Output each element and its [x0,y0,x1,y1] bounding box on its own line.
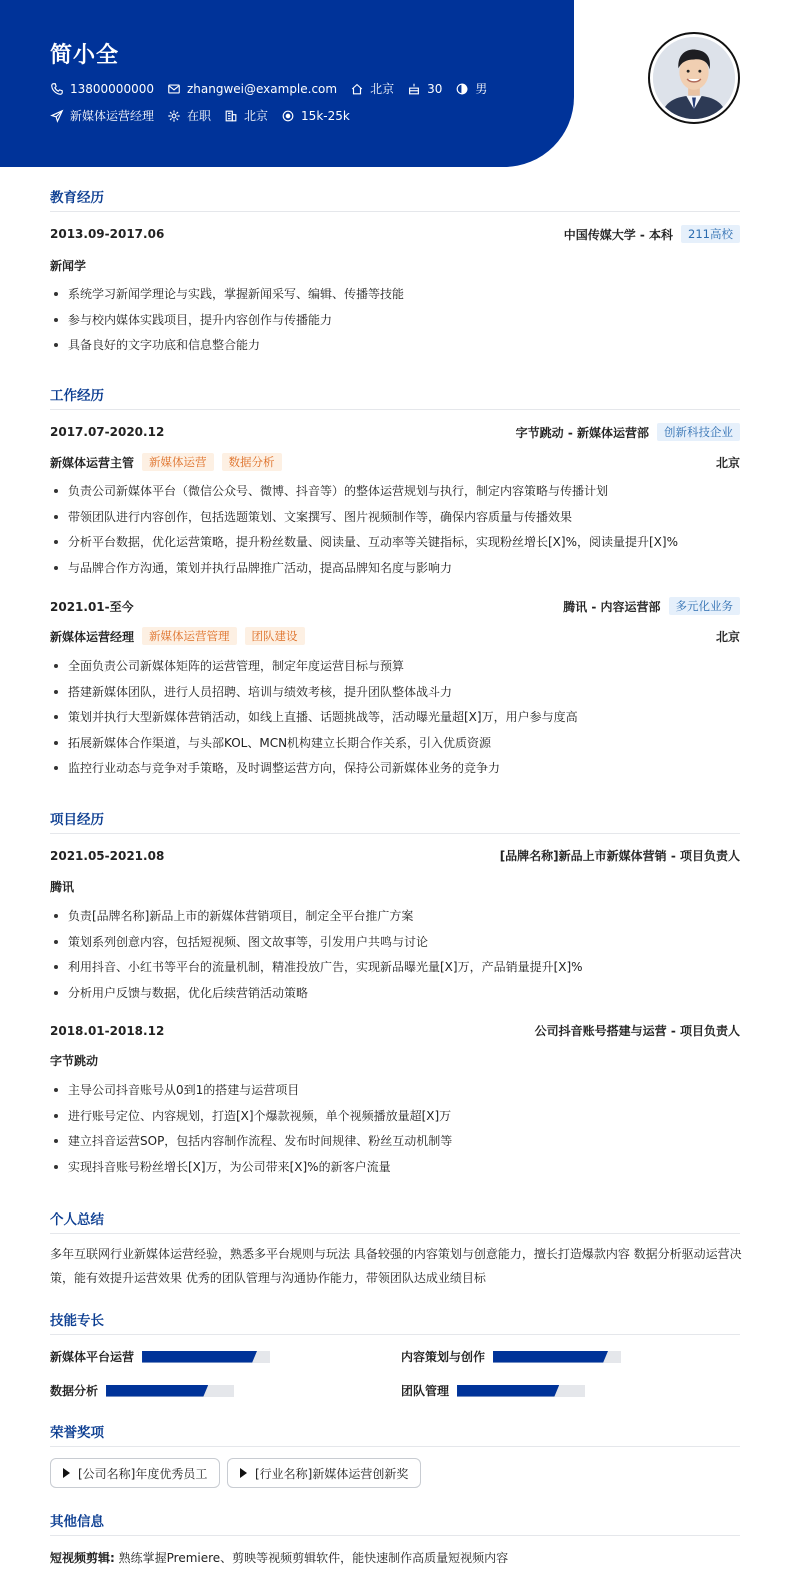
skill-bar [493,1351,621,1363]
list-item: 主导公司抖音账号从0到1的搭建与运营项目 [50,1081,740,1107]
list-item: 拓展新媒体合作渠道，与头部KOL、MCN机构建立长期合作关系，引入优质资源 [50,734,740,760]
work-title: 工作经历 [50,384,740,410]
skill-item [50,1348,270,1365]
education-period: 2013.09-2017.06 [50,227,165,241]
job-bullets [50,482,740,584]
list-item: 负责[品牌名称]新品上市的新媒体营销项目，制定全平台推广方案 [50,907,740,933]
list-item: 系统学习新闻学理论与实践，掌握新闻采写、编辑、传播等技能 [50,285,740,311]
list-item: 建立抖音运营SOP，包括内容制作流程、发布时间规律、粉丝互动机制等 [50,1132,740,1158]
skill-bar [142,1351,270,1363]
skill-bar-fill [142,1351,257,1363]
role-tag: 团队建设 [245,627,305,645]
settings-icon [167,109,181,123]
skills-section [50,1309,740,1335]
job-header [50,597,740,615]
skill-item [401,1382,585,1399]
gender-value: 男 [475,82,488,96]
job-header [50,423,740,441]
salary-icon [281,109,295,123]
candidate-name: 简小全 [50,43,120,68]
list-item: 具备良好的文字功底和信息整合能力 [50,336,740,362]
phone-icon [50,82,64,96]
project-period: 2018.01-2018.12 [50,1023,165,1038]
header-banner [0,0,574,167]
position-value: 新媒体运营经理 [70,109,155,123]
education-section [50,186,740,212]
role-tag: 新媒体运营 [142,453,214,471]
job-role: 新媒体运营经理 [50,629,135,644]
contact-row [50,80,500,97]
award-chip [227,1458,421,1488]
role-tag: 数据分析 [222,453,282,471]
phone-value: 13800000000 [70,81,154,96]
job-company: 字节跳动 - 新媒体运营部 [515,425,649,440]
play-icon [240,1468,247,1478]
award-chip [50,1458,220,1488]
education-header [50,225,740,243]
gender-item [455,80,487,97]
status-value: 在职 [187,109,212,123]
list-item: 带领团队进行内容创作，包括选题策划、文案撰写、图片视频制作等，确保内容质量与传播效果 [50,508,740,534]
avatar-frame [648,32,740,124]
skill-bar [457,1385,585,1397]
list-item: 负责公司新媒体平台（微信公众号、微博、抖音等）的整体运营规划与执行，制定内容策略与传播计划 [50,482,740,508]
skill-bar-fill [493,1351,608,1363]
home-value: 北京 [370,82,395,96]
education-school: 中国传媒大学 - 本科 [563,227,674,242]
play-icon [63,1468,70,1478]
position-item [50,107,154,124]
email-item [167,82,337,96]
age-item [407,82,442,96]
list-item: 监控行业动态与竞争对手策略，及时调整运营方向，保持公司新媒体业务的竞争力 [50,759,740,785]
skill-name: 团队管理 [401,1384,450,1398]
skill-item [50,1382,234,1399]
project-org: 字节跳动 [50,1054,99,1068]
other-section [50,1510,740,1536]
project-name: [品牌名称]新品上市新媒体营销 - 项目负责人 [499,849,740,863]
summary-section [50,1208,740,1234]
job-role: 新媒体运营主管 [50,455,135,470]
salary-value: 15k-25k [301,108,350,123]
project-bullets [50,907,740,1009]
mail-icon [167,82,181,96]
skill-bar-fill [457,1385,559,1397]
education-title: 教育经历 [50,186,740,212]
list-item: 参与校内媒体实践项目，提升内容创作与传播能力 [50,311,740,337]
home-item [350,80,394,97]
building-icon [224,109,238,123]
list-item: 分析用户反馈与数据，优化后续营销活动策略 [50,984,740,1010]
other-title: 其他信息 [50,1510,740,1536]
city-value: 北京 [244,109,269,123]
education-major: 新闻学 [50,259,87,273]
work-section [50,384,740,410]
phone-item [50,82,154,96]
other-text: 熟练掌握Premiere、剪映等视频剪辑软件，能快速制作高质量短视频内容 [118,1551,509,1565]
skill-bar [106,1385,234,1397]
city-item [224,107,268,124]
job-role-row [50,453,740,471]
avatar [653,37,735,119]
age-value: 30 [427,81,443,96]
list-item: 策划并执行大型新媒体营销活动，如线上直播、话题挑战等，活动曝光量超[X]万，用户参与度高 [50,708,740,734]
job-role-row [50,627,740,645]
send-icon [50,109,64,123]
projects-title: 项目经历 [50,808,740,834]
job-period: 2021.01-至今 [50,599,134,614]
cake-icon [407,82,421,96]
company-tag: 多元化业务 [669,597,741,615]
skill-name: 新媒体平台运营 [50,1350,135,1364]
gender-icon [455,82,469,96]
skill-name: 数据分析 [50,1384,99,1398]
list-item: 与品牌合作方沟通，策划并执行品牌推广活动，提高品牌知名度与影响力 [50,559,740,585]
project-bullets [50,1081,740,1183]
project-period: 2021.05-2021.08 [50,848,165,863]
education-tag: 211高校 [681,225,740,243]
salary-item [281,109,350,123]
job-company: 腾讯 - 内容运营部 [563,599,661,614]
list-item: 搭建新媒体团队，进行人员招聘、培训与绩效考核，提升团队整体战斗力 [50,683,740,709]
project-name: 公司抖音账号搭建与运营 - 项目负责人 [534,1024,740,1038]
list-item: 进行账号定位、内容规划，打造[X]个爆款视频，单个视频播放量超[X]万 [50,1107,740,1133]
summary-text: 多年互联网行业新媒体运营经验，熟悉多平台规则与玩法 具备较强的内容策划与创意能力，擅长打造爆款内容 数据分析驱动运营决策，能有效提升运营效果 优秀的团队管理与沟通协作能力，带领团队达成业绩目标 [50,1247,742,1285]
education-bullets [50,285,740,362]
list-item: 策划系列创意内容，包括短视频、图文故事等，引发用户共鸣与讨论 [50,933,740,959]
awards-title: 荣誉奖项 [50,1421,740,1447]
skill-item [401,1348,621,1365]
summary-title: 个人总结 [50,1208,740,1234]
skill-bar-fill [106,1385,208,1397]
projects-section [50,808,740,834]
job-city: 北京 [715,629,740,644]
list-item: 全面负责公司新媒体矩阵的运营管理，制定年度运营目标与预算 [50,657,740,683]
project-header [50,847,740,864]
role-tag: 新媒体运营管理 [142,627,237,645]
job-period: 2017.07-2020.12 [50,425,165,439]
list-item: 实现抖音账号粉丝增长[X]万，为公司带来[X]%的新客户流量 [50,1158,740,1184]
project-org: 腾讯 [50,880,75,894]
job-bullets [50,657,740,785]
awards-section [50,1421,740,1447]
list-item: 分析平台数据，优化运营策略，提升粉丝数量、阅读量、互动率等关键指标，实现粉丝增长[X]%，阅读量提升[X]% [50,533,740,559]
skill-name: 内容策划与创作 [401,1350,486,1364]
job-city: 北京 [715,455,740,470]
job-intent-row [50,107,363,124]
company-tag: 创新科技企业 [657,423,740,441]
other-info [50,1549,508,1566]
list-item: 利用抖音、小红书等平台的流量机制，精准投放广告，实现新品曝光量[X]万，产品销量提升[X]% [50,958,740,984]
status-item [167,107,211,124]
home-icon [350,82,364,96]
email-value: zhangwei@example.com [186,81,338,96]
other-label: 短视频剪辑: [50,1551,115,1565]
skills-title: 技能专长 [50,1309,740,1335]
project-header [50,1022,740,1039]
award-name: [公司名称]年度优秀员工 [78,1466,208,1481]
award-name: [行业名称]新媒体运营创新奖 [255,1466,409,1481]
